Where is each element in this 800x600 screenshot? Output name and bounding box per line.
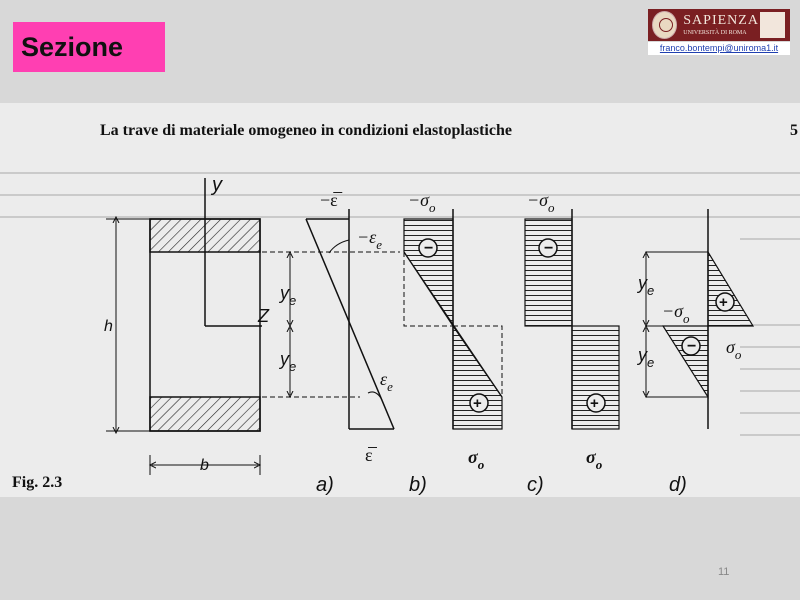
width-label: b bbox=[200, 457, 209, 474]
part-label-c: c) bbox=[527, 474, 544, 496]
sigma-top-label-d: $-\sigma_o$ bbox=[662, 301, 690, 326]
eps-bottom-label: ε̅ bbox=[365, 445, 373, 465]
figure-page-ref: 5 bbox=[790, 122, 798, 139]
ye-bottom-label-d: $y_e$ bbox=[638, 345, 655, 370]
author-email[interactable]: franco.bontempi@uniroma1.it bbox=[648, 42, 790, 55]
z-axis-label: Z bbox=[258, 306, 269, 326]
ye-bottom-label: $y_e$ bbox=[280, 349, 297, 374]
sigma-bottom-label-c: $\sigma_o$ bbox=[586, 447, 603, 472]
minus-sign-d: − bbox=[687, 338, 697, 355]
stress-diagram-elastoplastic bbox=[404, 209, 502, 429]
sigma-top-label-c: $-\sigma_o$ bbox=[527, 190, 555, 215]
university-seal-icon bbox=[652, 11, 677, 39]
plus-sign-c: + bbox=[590, 395, 599, 412]
minus-sign-b: − bbox=[424, 240, 434, 257]
figure-caption: Fig. 2.3 bbox=[12, 474, 63, 491]
sigma-bottom-label-d: $\sigma_o$ bbox=[726, 337, 742, 362]
minus-sign-c: − bbox=[544, 240, 554, 257]
eps-e-top-label: $-\varepsilon_e$ bbox=[357, 227, 383, 252]
part-label-b: b) bbox=[409, 474, 427, 496]
height-label: h bbox=[104, 318, 113, 335]
part-label-d: d) bbox=[669, 474, 687, 496]
page-number: 11 bbox=[718, 566, 730, 578]
slide-title: Sezione bbox=[21, 31, 124, 62]
ye-top-label-d: $y_e$ bbox=[638, 273, 655, 298]
ye-top-label: $y_e$ bbox=[280, 283, 297, 308]
part-label-a: a) bbox=[316, 474, 334, 496]
eps-top-label: −ε̅ bbox=[320, 190, 338, 210]
sigma-top-label-b: $-\sigma_o$ bbox=[408, 190, 436, 215]
plus-sign-d: + bbox=[719, 294, 728, 311]
plus-sign-b: + bbox=[473, 395, 482, 412]
figure-heading: La trave di materiale omogeneo in condizioni elastoplastiche bbox=[100, 122, 512, 139]
sigma-bottom-label-b: $\sigma_o$ bbox=[468, 447, 485, 472]
slide-title-box bbox=[13, 22, 165, 72]
stress-diagram-plastic bbox=[525, 209, 619, 429]
eps-e-bottom-label: $\varepsilon_e$ bbox=[380, 369, 393, 394]
y-axis-label: y bbox=[212, 174, 222, 196]
university-logo bbox=[648, 9, 790, 41]
cross-section bbox=[106, 178, 400, 475]
scanned-figure bbox=[0, 103, 800, 497]
department-mark-icon bbox=[759, 11, 786, 39]
logo-name: SAPIENZA bbox=[683, 13, 759, 28]
logo-subtitle: UNIVERSITÀ DI ROMA bbox=[683, 30, 747, 36]
